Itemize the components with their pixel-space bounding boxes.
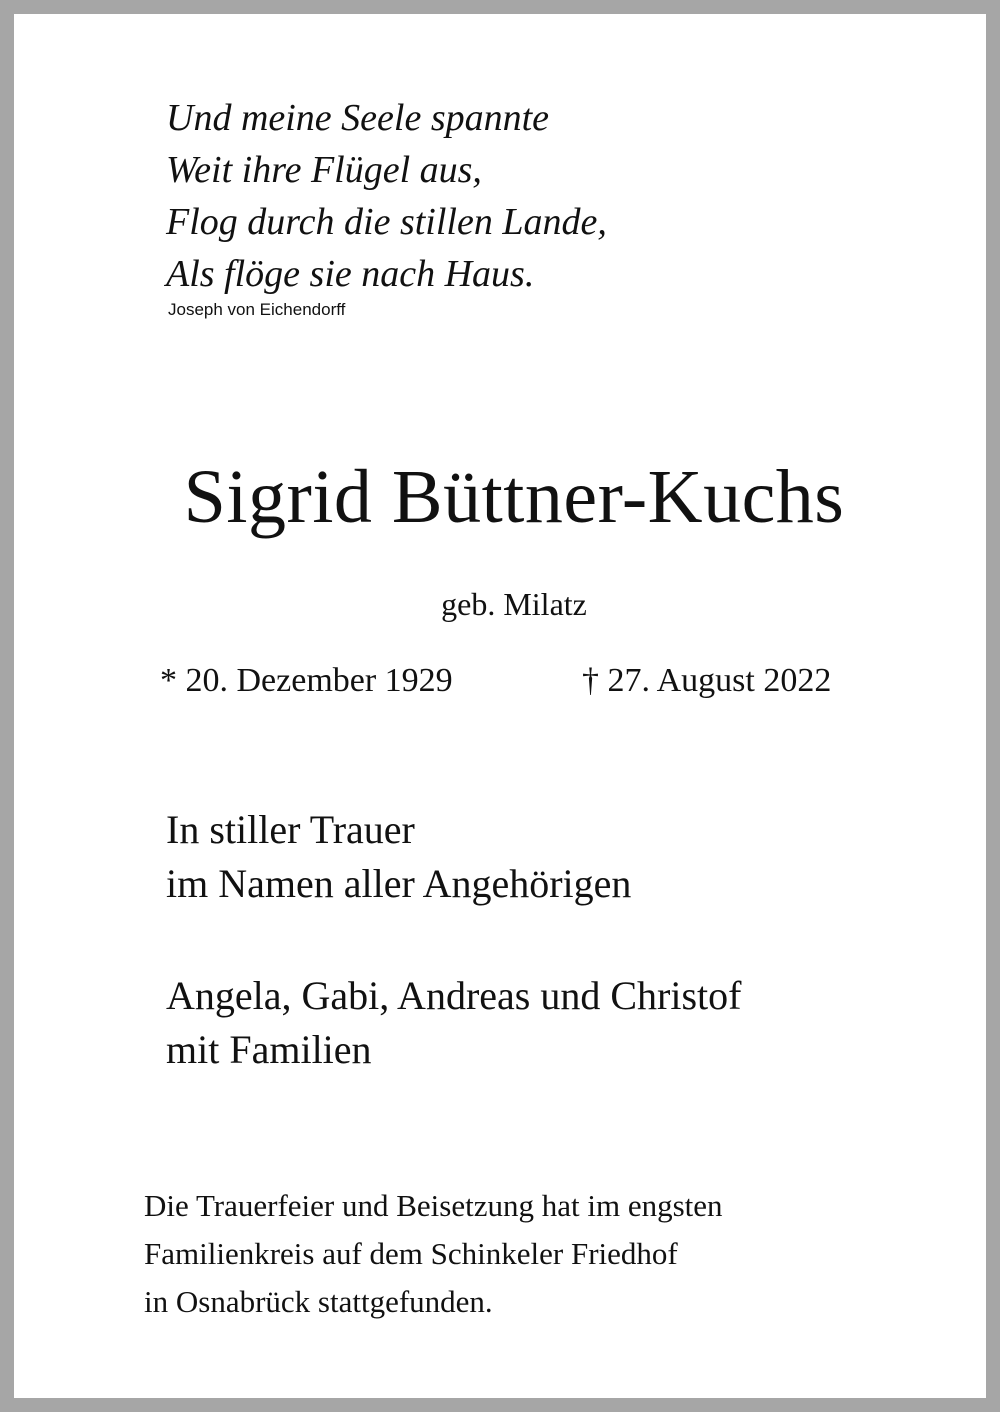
deceased-name: Sigrid Büttner-Kuchs (183, 455, 845, 539)
poem-author: Joseph von Eichendorff (168, 300, 346, 319)
poem-line-3: Flog durch die stillen Lande, (166, 201, 607, 243)
mourners-families: mit Familien (166, 1027, 372, 1072)
poem-line-2: Weit ihre Flügel aus, (166, 149, 482, 191)
death-date: † 27. August 2022 (582, 662, 832, 699)
birth-date: * 20. Dezember 1929 (160, 662, 453, 699)
mourning-line-2: im Namen aller Angehörigen (166, 861, 632, 906)
mourners-names: Angela, Gabi, Andreas und Christof (166, 973, 742, 1018)
born-name: geb. Milatz (441, 586, 587, 622)
poem-line-4: Als flöge sie nach Haus. (166, 253, 535, 295)
notice-line-3: in Osnabrück stattgefunden. (144, 1284, 493, 1319)
poem-line-1: Und meine Seele spannte (166, 97, 550, 139)
notice-line-1: Die Trauerfeier und Beisetzung hat im engsten (144, 1188, 723, 1223)
notice-line-2: Familienkreis auf dem Schinkeler Friedhof (144, 1236, 678, 1271)
mourning-line-1: In stiller Trauer (166, 807, 415, 852)
